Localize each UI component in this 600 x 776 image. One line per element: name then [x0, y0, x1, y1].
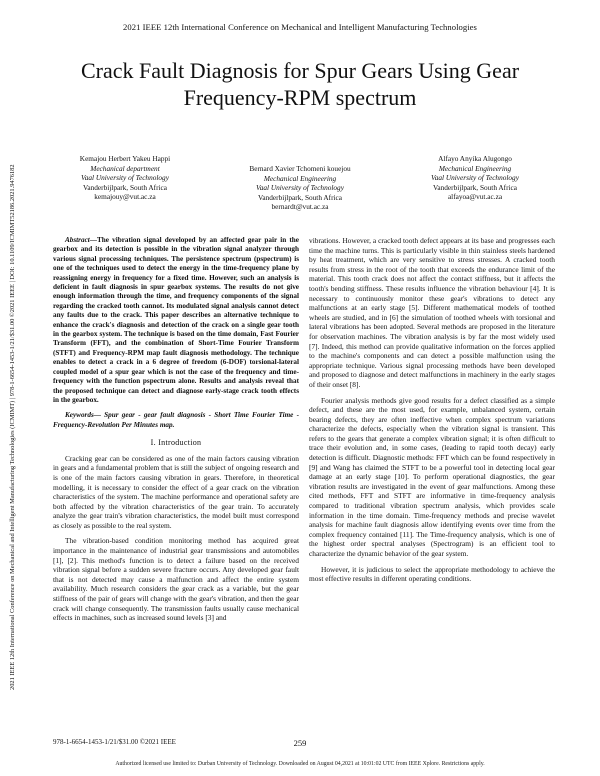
section-heading-introduction: I. Introduction	[150, 438, 202, 448]
right-column	[309, 236, 555, 584]
page-number: 259	[293, 738, 307, 748]
author-email[interactable]: alfayoa@vut.ac.za	[447, 192, 503, 201]
author-location: Vanderbijlpark, South Africa	[257, 192, 343, 202]
author-block	[0, 154, 600, 224]
author-email[interactable]: bernardt@vut.ac.za	[271, 202, 329, 211]
author-3	[390, 154, 560, 202]
author-university: Vaal University of Technology	[256, 183, 344, 192]
author-location: Vanderbijlpark, South Africa	[82, 182, 168, 192]
paragraph: Cracking gear can be considered as one of the main factors causing vibration in gears and a fundamental problem that is still the subject of ongoing research and is one of the main factors causing vibration in gears. Therefore, in theoretical modelling, it is necessary to consider the effect of a gear crack on the vibration characteristics of the system. The machine performance and operational safety are both affected by the vibration characteristics of the gear train. To accurately analyze the gear train's vibration characteristics, the model built must correspond as closely as possible to the real system.	[53, 453, 299, 530]
paragraph: However, it is judicious to select the appropriate methodology to achieve the most effective results in different operating conditions.	[309, 564, 555, 584]
paragraph: The vibration-based condition monitoring method has acquired great importance in the maintenance of industrial gear transmissions and automobiles [1], [2]. This method's function is to detect a failure based on the received vibration signal before a sudden severe fracture occurs. Any developed gear fault that is not detected may cause a malfunction and affect the entire system availability. Much research considers the gear crack as a variable, but the gear stiffness of the pair of gears will change with the gear's vibration, and then the gear crack will change consequently. The transmission faults usually cause mechanical effects in machines, such as increased sound levels [3] and	[53, 536, 299, 623]
author-1	[40, 154, 210, 202]
author-university: Vaal University of Technology	[431, 173, 519, 182]
abstract-lead: Abstract—	[65, 236, 97, 244]
author-location: Vanderbijlpark, South Africa	[432, 182, 518, 192]
abstract-text: The vibration signal developed by an affected gear pair in the gearbox and its detection is possible in the vibration signal analyzer through various signal processing techniques. The persistence spectrum (pspectrum) is one of the techniques used to detect the energy in the time-frequency plane by reassigning energy in frequency for a fixed time. However, such an analysis is deficient in fault diagnosis in spur gearbox systems. The results do not give enough information through the time, and frequency components of the signal regarding the cracked tooth cannot. Its modulated signal analysis cannot detect any faults due to the crack. This paper describes an alternative technique to enhance the crack's diagnosis and detection of the crack on a single gear tooth in the gearbox system. The technique is based on the time domain, Fast Fourier Transform (FFT), and the combination of Short-Time Fourier Transform (STFT) and Frequency-RPM map fault diagnosis methodology. The technique enables to detect a crack in a 6 degree of freedom (6-DOF) torsional-lateral coupled model of a spur gear which is not the case of the frequency and time-frequency with the function pspectrum alone. Results and analysis reveal that the proposed technique can detect and diagnose early-stage crack tooth effects in the gearbox.	[53, 236, 299, 404]
left-column	[53, 236, 299, 623]
author-department: Mechanical Engineering	[438, 163, 512, 173]
author-2	[215, 164, 385, 212]
abstract	[53, 236, 299, 405]
paragraph: vibrations. However, a cracked tooth defect appears at its base and progresses each time the machine turns. This is particularly visible in thin stainless steels hardened by heat treatment, which are very sensitive to stress stresses. A cracked tooth results from stress in the root of the tooth that exceeds the endurance limit of the material. This tooth crack does not affect the contact stiffness, but it affects the tooth's bending stiffness. These results influence the vibration behaviour [4]. It is necessary to continuously monitor these gear's vibrations to detect any malfunctions at an early stage [5]. Different mathematical models of toothed wheels are studied, and in [6] the simulation of toothed wheels with torsional and lateral vibrations has been adopted. Several methods are proposed in the literature for observation machines. The vibration analysis is by far the most widely used [7]. Indeed, this method can provide qualitative information on the forces applied to the machine's components and can detect a possible malfunction using the appropriate technique. Various signal processing methods have been developed and proposed to diagnose and detect malfunctions in machinery in the early stages of their onset [8].	[309, 236, 555, 389]
paper-title: Crack Fault Diagnosis for Spur Gears Using Gear Frequency-RPM spectrum	[80, 58, 520, 110]
author-name: Bernard Xavier Tchomeni kouejou	[249, 164, 351, 173]
doi-sidebar-text: 2021 IEEE 12th International Conference on Mechanical and Intelligent Manufacturing Technologies (ICMIMT) | 978-1-6654-1453-1/21/$31.00 ©2021 IEEE | DOI: 10.1109/ICMIMT52186.2021.9476182	[9, 164, 16, 690]
author-name: Kemajou Herbert Yakeu Happi	[79, 154, 171, 163]
footer-copyright: 978-1-6654-1453-1/21/$31.00 ©2021 IEEE	[53, 738, 176, 746]
paragraph: Fourier analysis methods give good results for a defect classified as a simple defect, and these are the most used, for example, unbalanced system, certain bearing defects, they are often ineffective when complex spectrum variations characterize the defects, especially when the vibration signal is transient. This refers to the gears that generate a complex vibration signal; it is often difficult to trace their evolution and, in some cases, (leading to rapid tooth decay) early detection is difficult. Diagnostic methods: FFT which can be found respectively in [9] and Wang has claimed the STFT to be a powerful tool in detecting local gear damage at an early stage [10]. To perform operational diagnostics, the gear vibration results are investigated in the event of gear malfunctions. Among these cited methods, FFT and STFT are informative in time-frequency analysis compared to traditional vibration spectrum analysis, which provides scale information in the time domain. Time-frequency methods and precise wavelet analysis for machine fault diagnosis allow identifying events over time from the complex frequency contained [11]. The Time-frequency analysis, which is one of the highest order spectral analyses (Spectrogram) is an efficient tool to characterize the dynamic behavior of the gear system.	[309, 395, 555, 558]
keywords: Keywords— Spur gear - gear fault diagnosis - Short Time Fourier Time - Frequency-Revolution Per Minutes map.	[53, 411, 299, 429]
author-department: Mechanical department	[90, 163, 160, 173]
conference-header: 2021 IEEE 12th International Conference on Mechanical and Intelligent Manufacturing Technologies	[123, 22, 477, 32]
author-name: Alfayo Anyika Alugongo	[438, 154, 512, 163]
author-university: Vaal University of Technology	[81, 173, 169, 182]
author-email[interactable]: kemajouy@vut.ac.za	[94, 192, 156, 201]
authorized-use-notice: Authorized licensed use limited to: Durban University of Technology. Downloaded on August 04,2021 at 10:01:02 UTC from IEEE Xplore. Restrictions apply.	[115, 761, 485, 767]
author-department: Mechanical Engineering	[263, 173, 337, 183]
